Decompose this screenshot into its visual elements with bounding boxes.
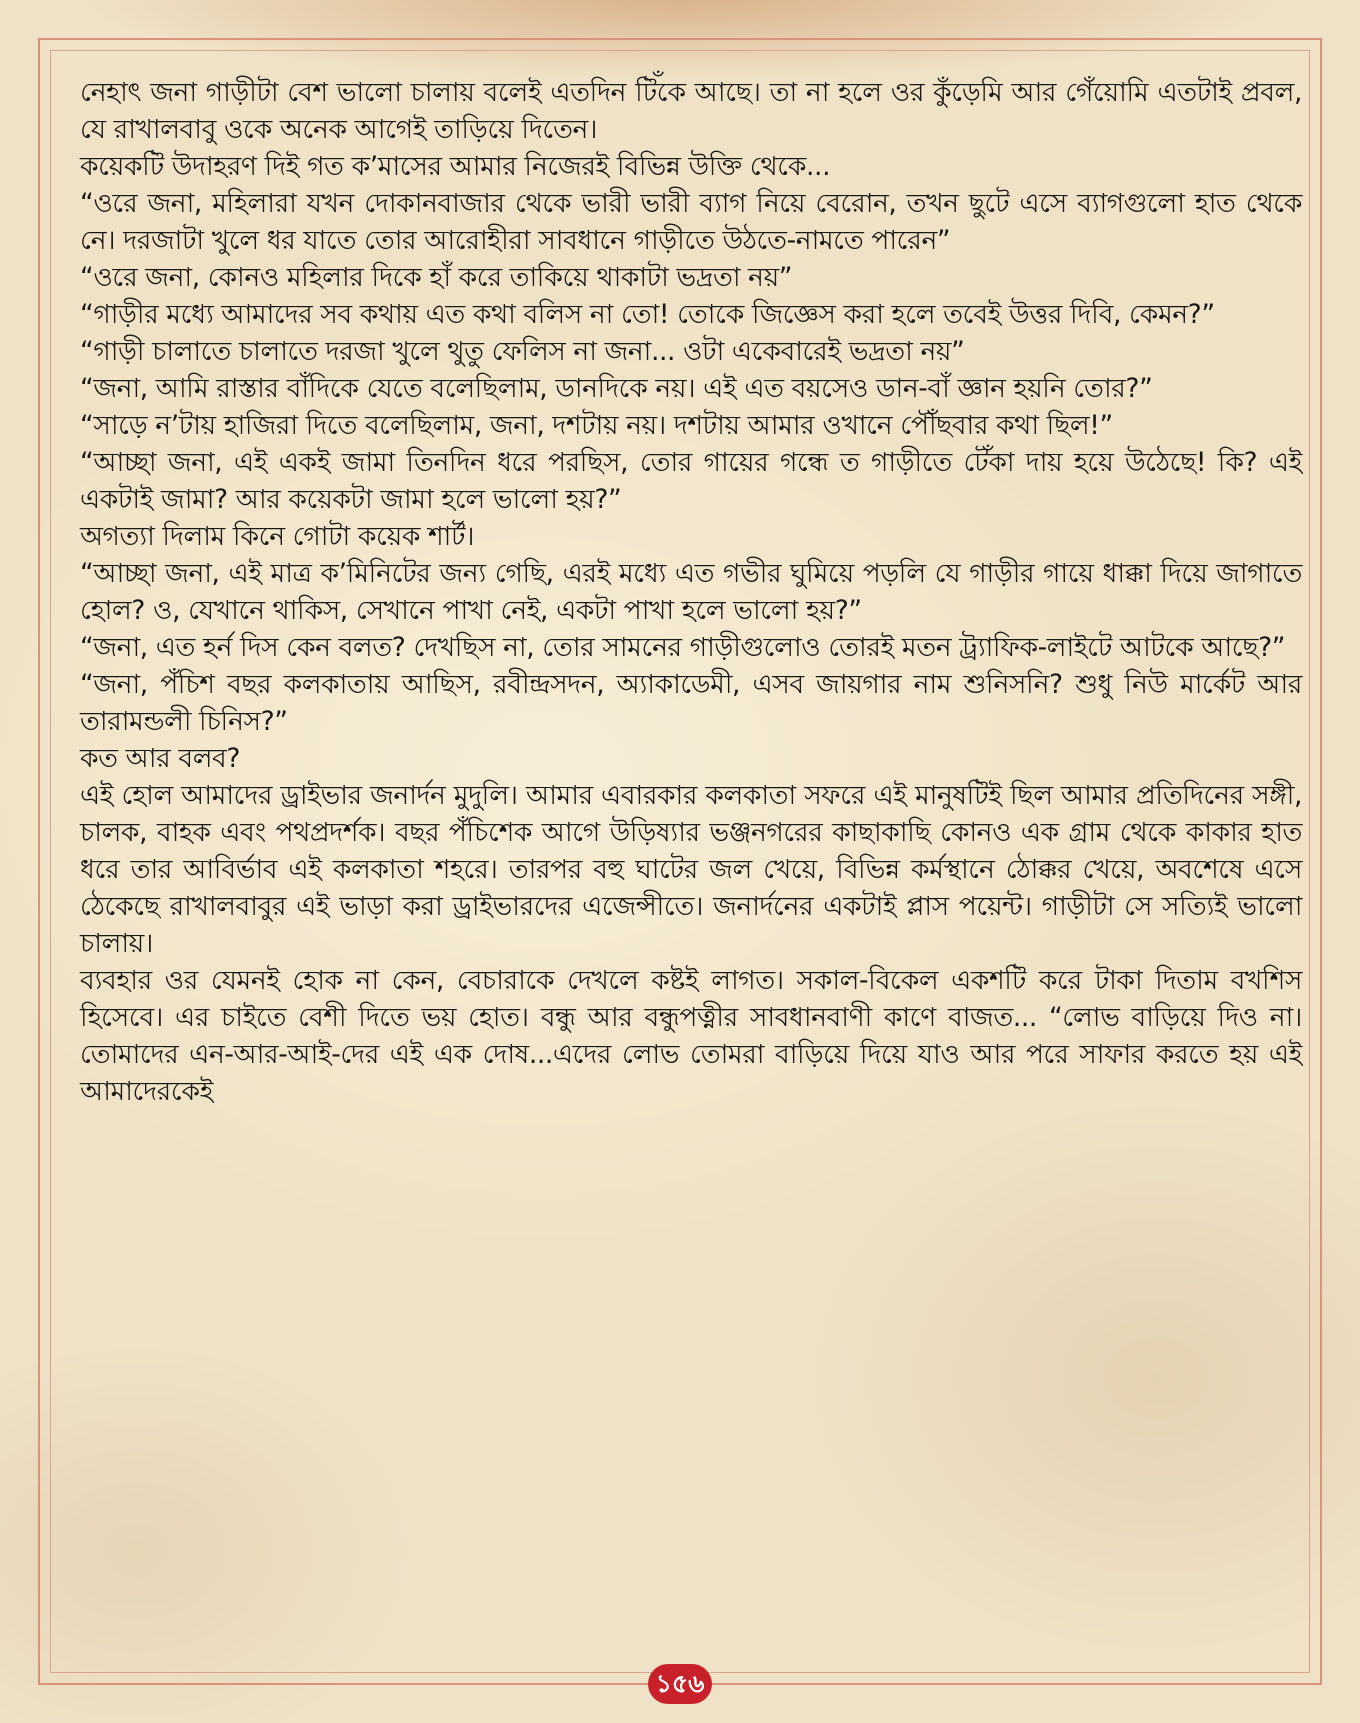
paragraph: “জনা, এত হর্ন দিস কেন বলত? দেখছিস না, তোর সামনের গাড়ীগুলোও তোরই মতন ট্র্যাফিক-লাইটে আটকে আছে?” xyxy=(80,632,1286,663)
page-number-badge: ১৫৬ xyxy=(648,1664,712,1704)
paragraph: “গাড়ী চালাতে চালাতে দরজা খুলে থুতু ফেলিস না জনা... ওটা একেবারেই ভদ্রতা নয়” xyxy=(80,336,965,367)
paragraph: “জনা, আমি রাস্তার বাঁদিকে যেতে বলেছিলাম, ডানদিকে নয়। এই এত বয়সেও ডান-বাঁ জ্ঞান হয়নি তোর?” xyxy=(80,373,1153,404)
paragraph: কত আর বলব? xyxy=(80,743,241,774)
story-text xyxy=(80,74,1302,1110)
paragraph: “ওরে জনা, মহিলারা যখন দোকানবাজার থেকে ভারী ভারী ব্যাগ নিয়ে বেরোন, তখন ছুটে এসে ব্যাগগুলো হাত থেকে নে। দরজাটা খুলে ধর যাতে তোর আরোহীরা সাবধানে গাড়ীতে উঠতে-নামতে পারেন” xyxy=(80,188,1302,256)
paragraph: “আচ্ছা জনা, এই মাত্র ক’মিনিটের জন্য গেছি, এরই মধ্যে এত গভীর ঘুমিয়ে পড়লি যে গাড়ীর গায়ে ধাক্কা দিয়ে জাগাতে হোল? ও, যেখানে থাকিস, সেখানে পাখা নেই, একটা পাখা হলে ভালো হয়?” xyxy=(80,558,1302,626)
paragraph: এই হোল আমাদের ড্রাইভার জনার্দন মুদুলি। আমার এবারকার কলকাতা সফরে এই মানুষটিই ছিল আমার প্রতিদিনের সঙ্গী, চালক, বাহক এবং পথপ্রদর্শক। বছর পঁচিশেক আগে উড়িষ্যার ভঞ্জনগরের কাছাকাছি কোনও এক গ্রাম থেকে কাকার হাত ধরে তার আবির্ভাব এই কলকাতা শহরে। তারপর বহু ঘাটের জল খেয়ে, বিভিন্ন কর্মস্থানে ঠোক্কর খেয়ে, অবশেষে এসে ঠেকেছে রাখালবাবুর এই ভাড়া করা ড্রাইভারদের এজেন্সীতে। জনার্দনের একটাই প্লাস পয়েন্ট। গাড়ীটা সে সত্যিই ভালো চালায়। xyxy=(80,780,1302,959)
paragraph: “সাড়ে ন’টায় হাজিরা দিতে বলেছিলাম, জনা, দশটায় নয়। দশটায় আমার ওখানে পৌঁছবার কথা ছিল!” xyxy=(80,410,1113,441)
paragraph: কয়েকটি উদাহরণ দিই গত ক’মাসের আমার নিজেরই বিভিন্ন উক্তি থেকে... xyxy=(80,151,831,182)
paragraph: “আচ্ছা জনা, এই একই জামা তিনদিন ধরে পরছিস, তোর গায়ের গন্ধে ত গাড়ীতে টেঁকা দায় হয়ে উঠেছে! কি? এই একটাই জামা? আর কয়েকটা জামা হলে ভালো হয়?” xyxy=(80,447,1302,515)
paragraph: “গাড়ীর মধ্যে আমাদের সব কথায় এত কথা বলিস না তো! তোকে জিজ্ঞেস করা হলে তবেই উত্তর দিবি, কেমন?” xyxy=(80,299,1215,330)
paragraph: অগত্যা দিলাম কিনে গোটা কয়েক শার্ট। xyxy=(80,521,475,552)
paragraph: নেহাৎ জনা গাড়ীটা বেশ ভালো চালায় বলেই এতদিন টিঁকে আছে। তা না হলে ওর কুঁড়েমি আর গেঁয়োমি এতটাই প্রবল, যে রাখালবাবু ওকে অনেক আগেই তাড়িয়ে দিতেন। xyxy=(80,77,1302,145)
paragraph: “ওরে জনা, কোনও মহিলার দিকে হাঁ করে তাকিয়ে থাকাটা ভদ্রতা নয়” xyxy=(80,262,793,293)
paragraph: ব্যবহার ওর যেমনই হোক না কেন, বেচারাকে দেখলে কষ্টই লাগত। সকাল-বিকেল একশটি করে টাকা দিতাম বখশিস হিসেবে। এর চাইতে বেশী দিতে ভয় হোত। বন্ধু আর বন্ধুপত্নীর সাবধানবাণী কাণে বাজত... “লোভ বাড়িয়ে দিও না। তোমাদের এন-আর-আই-দের এই এক দোষ...এদের লোভ তোমরা বাড়িয়ে দিয়ে যাও আর পরে সাফার করতে হয় এই আমাদেরকেই xyxy=(80,965,1302,1107)
paragraph: “জনা, পঁচিশ বছর কলকাতায় আছিস, রবীন্দ্রসদন, অ্যাকাডেমী, এসব জায়গার নাম শুনিসনি? শুধু নিউ মার্কেট আর তারামন্ডলী চিনিস?” xyxy=(80,669,1302,737)
